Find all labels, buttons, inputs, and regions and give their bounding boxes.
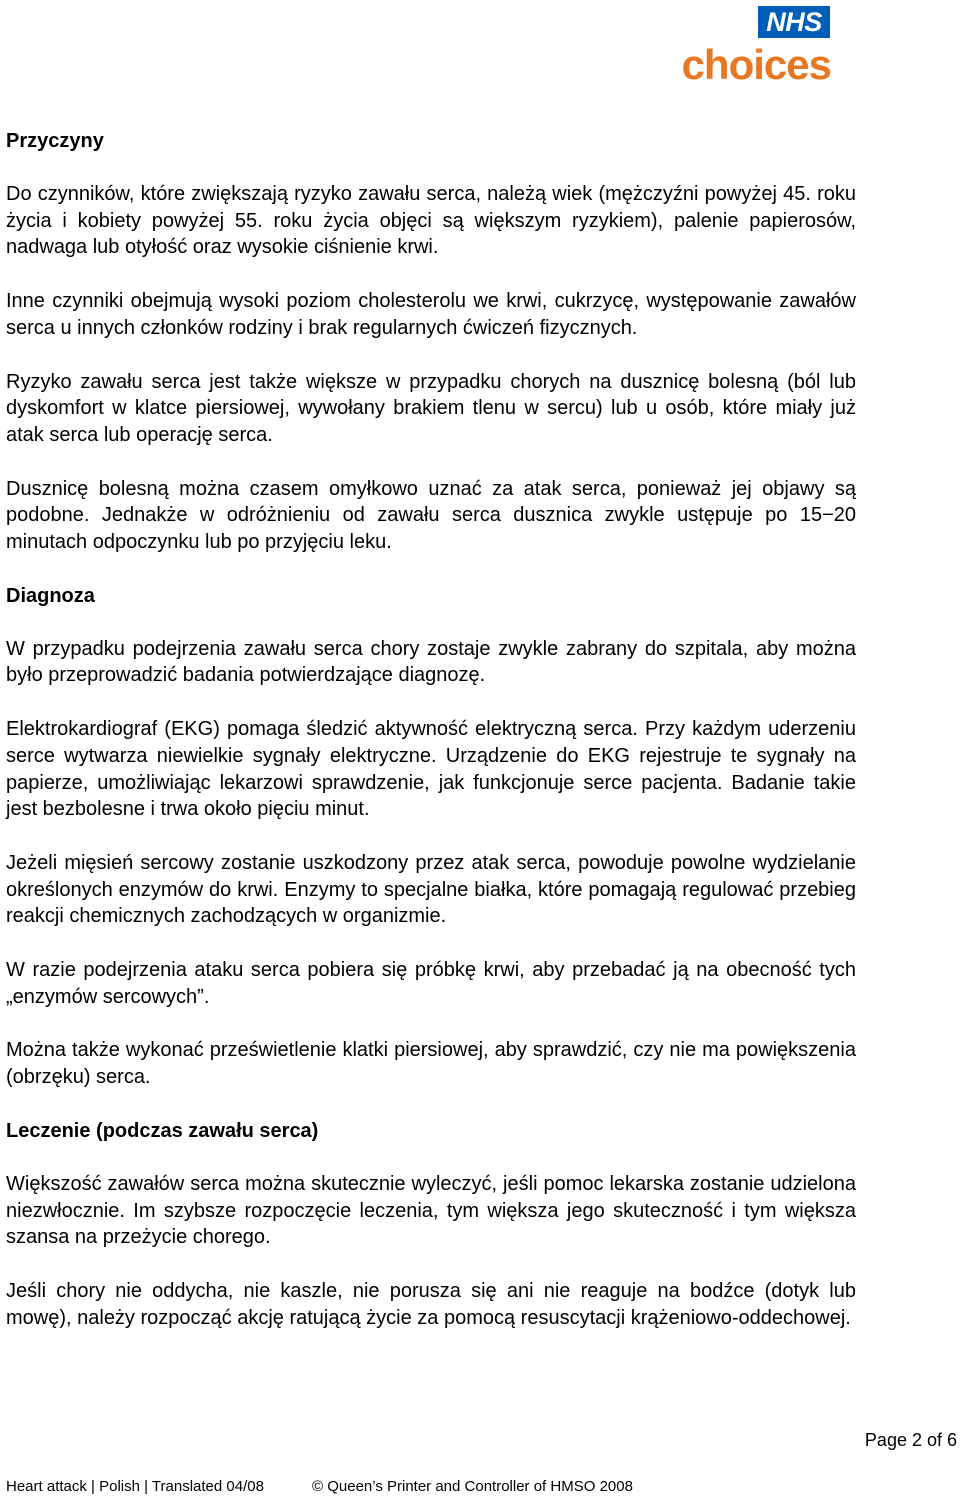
paragraph: Można także wykonać prześwietlenie klatki piersiowej, aby sprawdzić, czy nie ma powiększenia (obrzęku) serca. bbox=[6, 1039, 856, 1089]
heading-diagnoza: Diagnoza bbox=[6, 584, 95, 607]
nhs-choices-logo bbox=[680, 6, 830, 86]
document-body bbox=[6, 128, 856, 1358]
paragraph: W przypadku podejrzenia zawału serca chory zostaje zwykle zabrany do szpitala, aby można było przeprowadzić badania potwierdzające diagnozę. bbox=[6, 637, 856, 687]
paragraph: Jeżeli mięsień sercowy zostanie uszkodzony przez atak serca, powoduje powolne wydzielanie określonych enzymów do krwi. Enzymy to specjalne białka, które pomagają regulować przebieg reakcji chemicznych zachodzących w organizmie. bbox=[6, 851, 856, 928]
paragraph: Elektrokardiograf (EKG) pomaga śledzić aktywność elektryczną serca. Przy każdym uderzeniu serce wytwarza niewielkie sygnały elektryczne. Urządzenie do EKG rejestruje te sygnały na papierze, umożliwiając lekarzowi sprawdzenie, jak funkcjonuje serce pacjenta. Badanie takie jest bezbolesne i trwa około pięciu minut. bbox=[6, 718, 856, 821]
paragraph: Ryzyko zawału serca jest także większe w przypadku chorych na dusznicę bolesną (ból lub dyskomfort w klatce piersiowej, wywołany brakiem tlenu w sercu) lub u osób, które miały już atak serca lub operację serca. bbox=[6, 370, 856, 446]
heading-leczenie: Leczenie (podczas zawału serca) bbox=[6, 1119, 319, 1142]
paragraph: Jeśli chory nie oddycha, nie kaszle, nie porusza się ani nie reaguje na bodźce (dotyk lub mowę), należy rozpocząć akcję ratującą życie za pomocą resuscytacji krążeniowo-oddechowej. bbox=[6, 1279, 856, 1329]
paragraph: Większość zawałów serca można skutecznie wyleczyć, jeśli pomoc lekarska zostanie udzielona niezwłocznie. Im szybsze rozpoczęcie leczenia, tym większa jego skuteczność i tym większa szansa na przeżycie chorego. bbox=[6, 1172, 856, 1249]
heading-przyczyny: Przyczyny bbox=[6, 130, 104, 152]
paragraph: Do czynników, które zwiększają ryzyko zawału serca, należą wiek (mężczyźni powyżej 45. roku życia i kobiety powyżej 55. roku życia objęci są większym ryzykiem), palenie papierosów, nadwaga lub otyłość oraz wysokie ciśnienie krwi. bbox=[6, 183, 856, 259]
choices-logo-text: choices bbox=[681, 41, 831, 88]
page-number: Page 2 of 6 bbox=[864, 1430, 957, 1450]
paragraph: Inne czynniki obejmują wysoki poziom cholesterolu we krwi, cukrzycę, występowanie zawałów serca u innych członków rodziny i brak regularnych ćwiczeń fizycznych. bbox=[6, 290, 856, 339]
footer-copyright: © Queen’s Printer and Controller of HMSO 2008 bbox=[312, 1478, 633, 1495]
paragraph: Dusznicę bolesną można czasem omyłkowo uznać za atak serca, ponieważ jej objawy są podobne. Jednakże w odróżnieniu od zawału serca dusznica zwykle ustępuje po 15−20 minutach odpoczynku lub po przyjęciu leku. bbox=[6, 477, 856, 554]
footer-document-info: Heart attack | Polish | Translated 04/08 bbox=[6, 1478, 264, 1495]
nhs-logo-mark: NHS bbox=[758, 6, 830, 38]
paragraph: W razie podejrzenia ataku serca pobiera się próbkę krwi, aby przebadać ją na obecność tych „enzymów sercowych”. bbox=[6, 959, 856, 1008]
footer bbox=[6, 1478, 633, 1495]
